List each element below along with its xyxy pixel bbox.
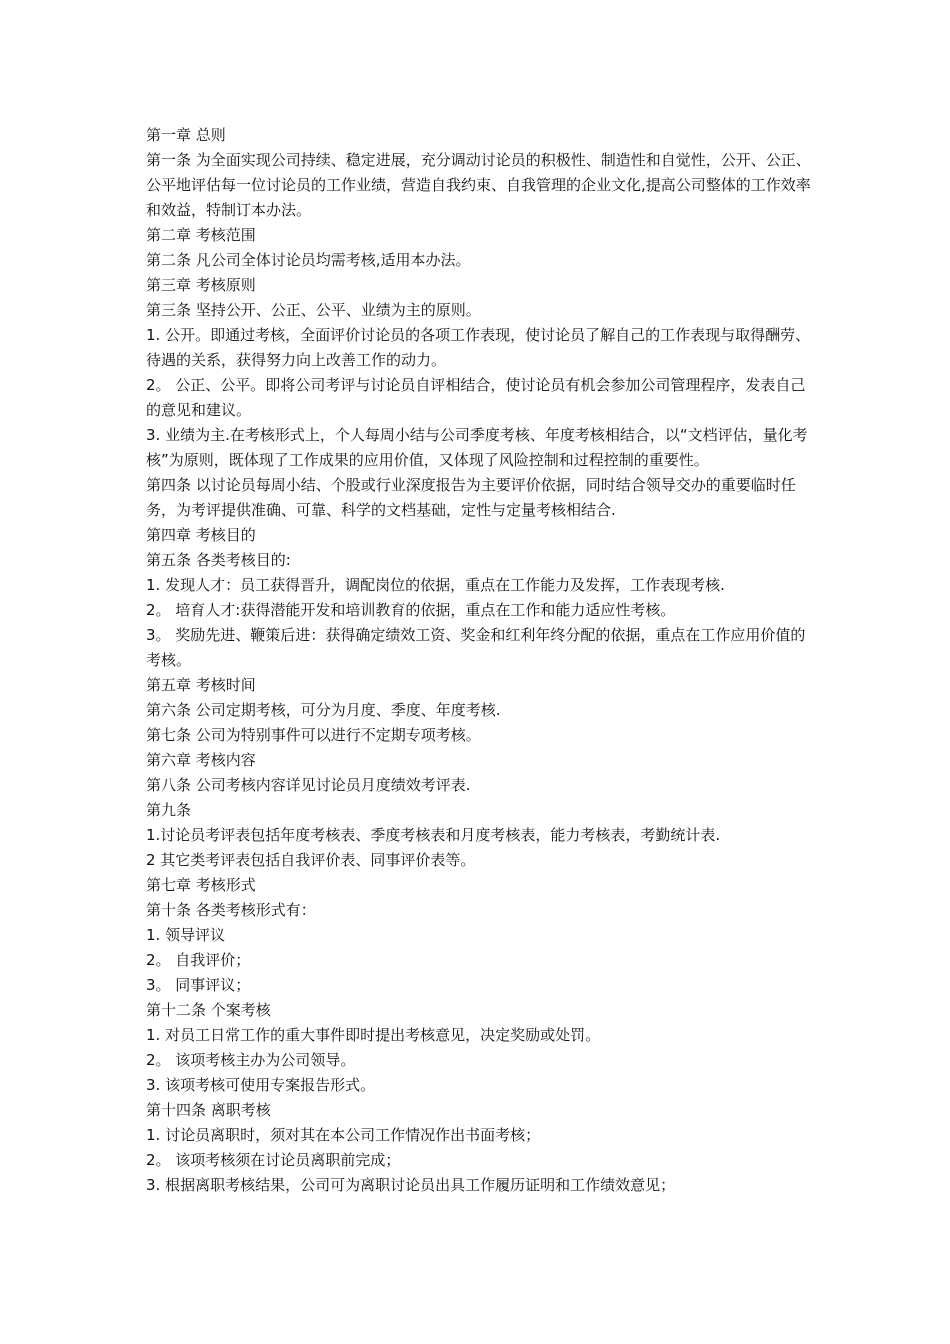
chapter-7-heading: 第七章 考核形式 [146,876,256,894]
chapter-5-heading: 第五章 考核时间 [146,676,256,694]
article-5-item-2: 2。 培育人才:获得潜能开发和培训教育的依据，重点在工作和能力适应性考核。 [146,601,676,619]
article-4: 第四条 以讨论员每周小结、个股或行业深度报告为主要评价依据，同时结合领导交办的重要临时任务，为考评提供准确、可靠、科学的文档基础，定性与定量考核相结合. [146,476,796,519]
article-8: 第八条 公司考核内容详见讨论员月度绩效考评表. [146,776,471,794]
article-3: 第三条 坚持公开、公正、公平、业绩为主的原则。 [146,301,481,319]
article-3-item-2: 2。 公正、公平。即将公司考评与讨论员自评相结合，使讨论员有机会参加公司管理程序，发表自己的意见和建议。 [146,376,806,419]
article-14-item-2: 2。 该项考核须在讨论员离职前完成； [146,1151,401,1169]
chapter-1-heading: 第一章 总则 [146,126,226,144]
article-5: 第五条 各类考核目的: [146,551,291,569]
article-10: 第十条 各类考核形式有： [146,901,316,919]
article-14-item-1: 1. 讨论员离职时，须对其在本公司工作情况作出书面考核； [146,1126,541,1144]
chapter-4-heading: 第四章 考核目的 [146,526,256,544]
article-9-item-1: 1.讨论员考评表包括年度考核表、季度考核表和月度考核表，能力考核表，考勤统计表. [146,826,721,844]
article-1: 第一条 为全面实现公司持续、稳定进展，充分调动讨论员的积极性、制造性和自觉性，公开、公正、公平地评估每一位讨论员的工作业绩，营造自我约束、自我管理的企业文化,提高公司整体的工作效率和效益，特制订本办法。 [146,151,811,219]
article-14-item-3: 3. 根据离职考核结果，公司可为离职讨论员出具工作履历证明和工作绩效意见； [146,1176,676,1194]
chapter-3-heading: 第三章 考核原则 [146,276,256,294]
article-7: 第七条 公司为特别事件可以进行不定期专项考核。 [146,726,481,744]
article-14: 第十四条 离职考核 [146,1101,271,1119]
document-page [146,123,818,1198]
article-9: 第九条 [146,801,192,819]
article-3-item-1: 1. 公开。即通过考核，全面评价讨论员的各项工作表现，使讨论员了解自己的工作表现与取得酬劳、待遇的关系，获得努力向上改善工作的动力。 [146,326,811,369]
article-12: 第十二条 个案考核 [146,1001,271,1019]
article-10-item-1: 1. 领导评议 [146,926,226,944]
chapter-2-heading: 第二章 考核范围 [146,226,256,244]
chapter-6-heading: 第六章 考核内容 [146,751,256,769]
article-2: 第二条 凡公司全体讨论员均需考核,适用本办法。 [146,251,471,269]
article-12-item-1: 1. 对员工日常工作的重大事件即时提出考核意见，决定奖励或处罚。 [146,1026,601,1044]
article-10-item-2: 2。 自我评价； [146,951,251,969]
article-3-item-3: 3. 业绩为主.在考核形式上，个人每周小结与公司季度考核、年度考核相结合，以“文档评估，量化考核”为原则，既体现了工作成果的应用价值，又体现了风险控制和过程控制的重要性。 [146,426,808,469]
article-9-item-2: 2 其它类考评表包括自我评价表、同事评价表等。 [146,851,476,869]
article-10-item-3: 3。 同事评议； [146,976,251,994]
article-5-item-1: 1. 发现人才：员工获得晋升，调配岗位的依据，重点在工作能力及发挥，工作表现考核. [146,576,725,594]
article-12-item-2: 2。 该项考核主办为公司领导。 [146,1051,356,1069]
article-6: 第六条 公司定期考核，可分为月度、季度、年度考核. [146,701,501,719]
article-5-item-3: 3。 奖励先进、鞭策后进：获得确定绩效工资、奖金和红利年终分配的依据，重点在工作应用价值的考核。 [146,626,806,669]
article-12-item-3: 3. 该项考核可使用专案报告形式。 [146,1076,376,1094]
